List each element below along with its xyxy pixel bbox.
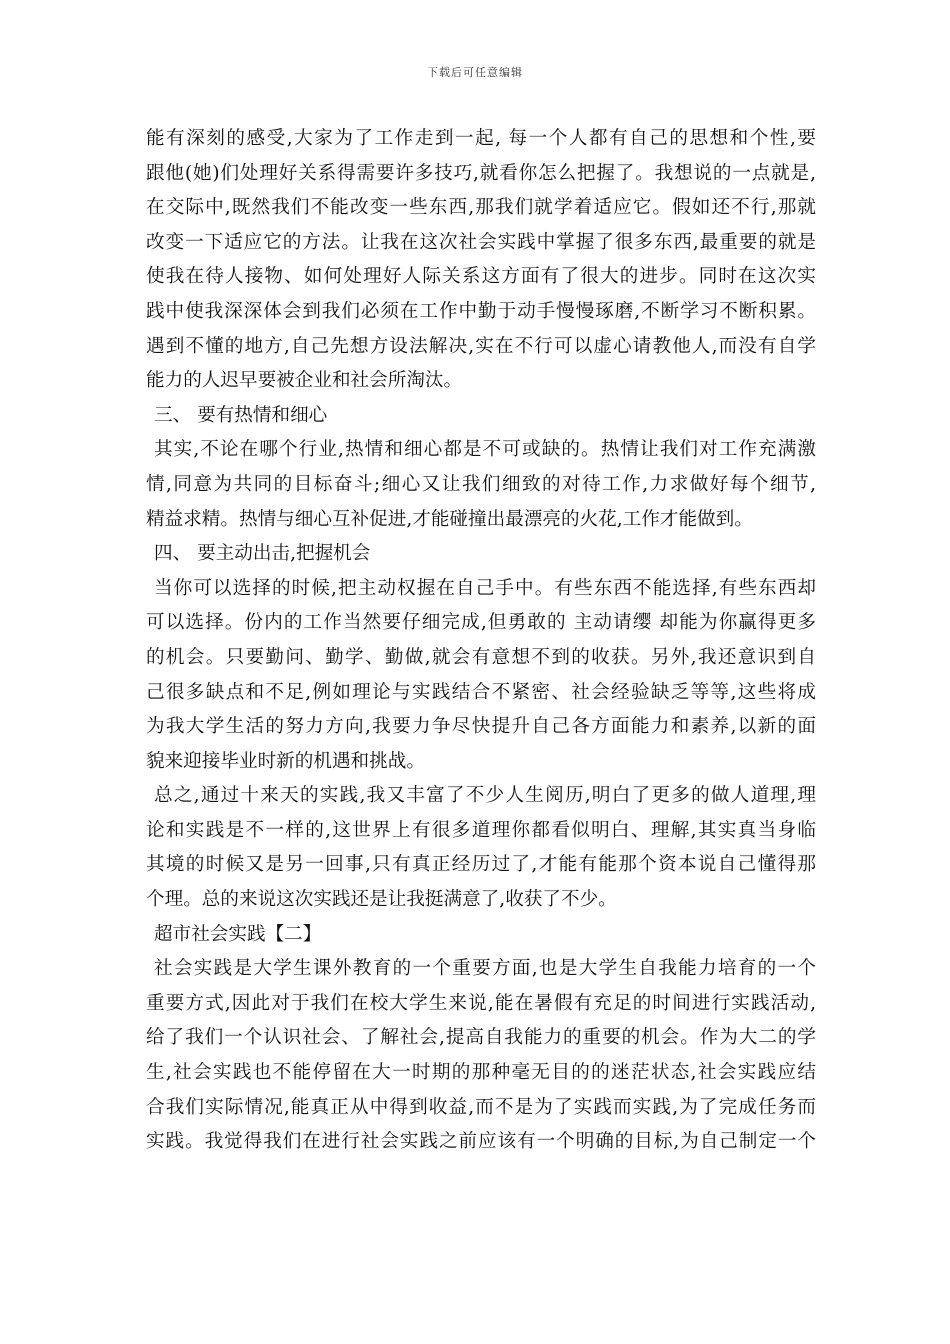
text-line: 其实,不论在哪个行业,热情和细心都是不可或缺的。热情让我们对工作充满激 — [154, 439, 816, 461]
text-line: 论和实践是不一样的,这世界上有很多道理你都看似明白、理解,其实真当身临 — [146, 819, 816, 841]
text-line: 其境的时候又是另一回事,只有真正经历过了,才能有能那个资本说自己懂得那 — [146, 854, 816, 876]
text-line: 生,社会实践也不能停留在大一时期的那种毫无目的的迷茫状态,社会实践应结 — [146, 1062, 816, 1084]
text-line: 貌来迎接毕业时新的机遇和挑战。 — [146, 750, 425, 772]
text-line: 个理。总的来说这次实践还是让我挺满意了,收获了不少。 — [146, 889, 617, 911]
text-line: 实践。我觉得我们在进行社会实践之前应该有一个明确的目标,为自己制定一个 — [146, 1131, 816, 1153]
page-header: 下载后可任意编辑 — [427, 66, 523, 79]
text-line: 总之,通过十来天的实践,我又丰富了不少人生阅历,明白了更多的做人道理,理 — [154, 785, 816, 807]
text-line: 在交际中,既然我们不能改变一些东西,那我们就学着适应它。假如还不行,那就 — [146, 197, 816, 219]
text-line: 可以选择。份内的工作当然要仔细完成,但勇敢的 主动请缨 却能为你赢得更多 — [146, 612, 816, 634]
section-heading: 三、 要有热情和细心 — [154, 404, 328, 426]
text-line: 情,同意为共同的目标奋斗;细心又让我们细致的对待工作,力求做好每个细节, — [146, 473, 816, 495]
text-line: 己很多缺点和不足,例如理论与实践结合不紧密、社会经验缺乏等等,这些将成 — [146, 681, 816, 703]
section-heading: 超市社会实践【二】 — [154, 923, 322, 945]
text-line: 合我们实际情况,能真正从中得到收益,而不是为了实践而实践,为了完成任务而 — [146, 1096, 816, 1118]
text-line: 的机会。只要勤问、勤学、勤做,就会有意想不到的收获。另外,我还意识到自 — [146, 646, 816, 668]
text-line: 社会实践是大学生课外教育的一个重要方面,也是大学生自我能力培育的一个 — [154, 958, 816, 980]
text-line: 当你可以选择的时候,把主动权握在自己手中。有些东西不能选择,有些东西却 — [154, 577, 816, 599]
text-line: 重要方式,因此对于我们在校大学生来说,能在暑假有充足的时间进行实践活动, — [146, 992, 816, 1014]
text-line: 为我大学生活的努力方向,我要力争尽快提升自己各方面能力和素养,以新的面 — [146, 716, 816, 738]
text-line: 能有深刻的感受,大家为了工作走到一起, 每一个人都有自己的思想和个性,要 — [146, 128, 816, 149]
text-line: 改变一下适应它的方法。让我在这次社会实践中掌握了很多东西,最重要的就是 — [146, 231, 816, 253]
text-line: 跟他(她)们处理好关系得需要许多技巧,就看你怎么把握了。我想说的一点就是, — [146, 162, 816, 184]
text-line: 精益求精。热情与细心互补促进,才能碰撞出最漂亮的火花,工作才能做到。 — [146, 508, 753, 530]
text-line: 能力的人迟早要被企业和社会所淘汰。 — [146, 370, 463, 392]
text-line: 使我在待人接物、如何处理好人际关系这方面有了很大的进步。同时在这次实 — [146, 266, 816, 288]
text-line: 遇到不懂的地方,自己先想方设法解决,实在不行可以虚心请教他人,而没有自学 — [146, 335, 816, 357]
section-heading: 四、 要主动出击,把握机会 — [154, 543, 371, 565]
document-body — [146, 122, 816, 1160]
text-line: 给了我们一个认识社会、了解社会,提高自我能力的重要的机会。作为大二的学 — [146, 1027, 816, 1049]
text-line: 践中使我深深体会到我们必须在工作中勤于动手慢慢琢磨,不断学习不断积累。 — [146, 300, 816, 322]
